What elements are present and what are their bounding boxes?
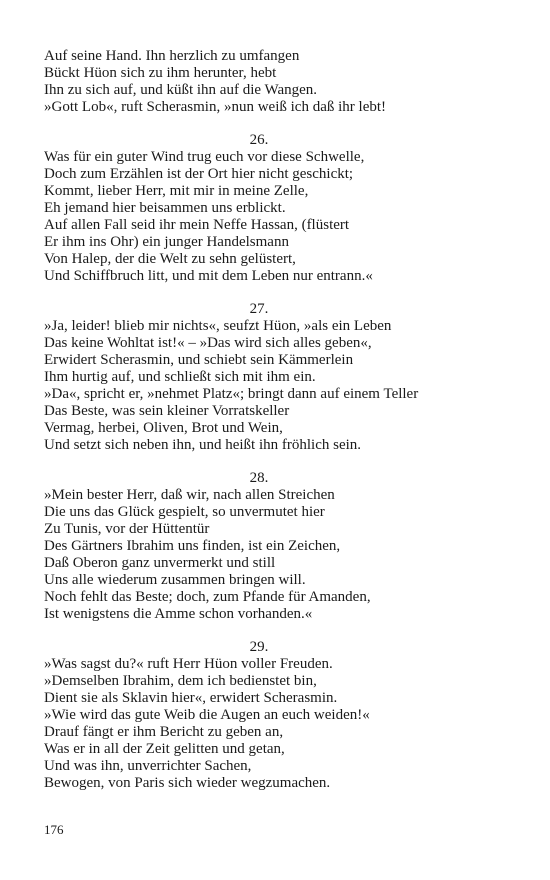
verse-line: Was für ein guter Wind trug euch vor diese Schwelle, xyxy=(44,149,365,165)
verse-line: Die uns das Glück gespielt, so unvermutet hier xyxy=(44,504,325,520)
stanza-27 xyxy=(44,301,514,454)
verse-line: Ihm hurtig auf, und schließt sich mit ihm ein. xyxy=(44,369,316,385)
verse-line: Drauf fängt er ihm Bericht zu geben an, xyxy=(44,724,284,740)
verse-line: Und Schiffbruch litt, und mit dem Leben nur entrann.« xyxy=(44,268,373,284)
verse-line: Von Halep, der die Welt zu sehn gelüstert, xyxy=(44,251,296,267)
verse-line: Des Gärtners Ibrahim uns finden, ist ein Zeichen, xyxy=(44,538,341,554)
verse-line: Eh jemand hier beisammen uns erblickt. xyxy=(44,200,286,216)
verse-line: »Demselben Ibrahim, dem ich bedienstet bin, xyxy=(44,673,317,689)
verse-line: »Wie wird das gute Weib die Augen an euch weiden!« xyxy=(44,707,370,723)
verse-line: »Ja, leider! blieb mir nichts«, seufzt Hüon, »als ein Leben xyxy=(44,318,392,334)
stanza-29 xyxy=(44,639,514,792)
stanza-number: 28. xyxy=(249,470,269,486)
verse-line: Zu Tunis, vor der Hüttentür xyxy=(44,521,210,537)
verse-line: »Gott Lob«, ruft Scherasmin, »nun weiß ich daß ihr lebt! xyxy=(44,99,387,115)
stanza-28 xyxy=(44,470,514,623)
verse-line: Noch fehlt das Beste; doch, zum Pfande für Amanden, xyxy=(44,589,371,605)
verse-line: Auf seine Hand. Ihn herzlich zu umfangen xyxy=(44,48,300,64)
page-number: 176 xyxy=(44,822,64,837)
stanza-fragment xyxy=(44,48,514,116)
stanza-number: 27. xyxy=(249,301,269,317)
verse-line: Und was ihn, unverrichter Sachen, xyxy=(44,758,252,774)
verse-line: »Mein bester Herr, daß wir, nach allen Streichen xyxy=(44,487,335,503)
verse-line: Auf allen Fall seid ihr mein Neffe Hassan, (flüstert xyxy=(44,217,350,233)
verse-line: »Was sagst du?« ruft Herr Hüon voller Freuden. xyxy=(44,656,333,672)
stanza-number: 26. xyxy=(249,132,269,148)
verse-line: Und setzt sich neben ihn, und heißt ihn fröhlich sein. xyxy=(44,437,362,453)
verse-line: Das Beste, was sein kleiner Vorratskeller xyxy=(44,403,290,419)
verse-line: Uns alle wiederum zusammen bringen will. xyxy=(44,572,306,588)
verse-line: Erwidert Scherasmin, und schiebt sein Kämmerlein xyxy=(44,352,354,368)
verse-line: Ihn zu sich auf, und küßt ihn auf die Wangen. xyxy=(44,82,318,98)
verse-line: Dient sie als Sklavin hier«, erwidert Scherasmin. xyxy=(44,690,338,706)
verse-line: Das keine Wohltat ist!« – »Das wird sich alles geben«, xyxy=(44,335,372,351)
verse-line: »Da«, spricht er, »nehmet Platz«; bringt dann auf einem Teller xyxy=(44,386,419,402)
verse-line: Daß Oberon ganz unvermerkt und still xyxy=(44,555,276,571)
stanza-number: 29. xyxy=(249,639,269,655)
poem-text xyxy=(44,48,514,792)
verse-line: Er ihm ins Ohr) ein junger Handelsmann xyxy=(44,234,289,250)
verse-line: Ist wenigstens die Amme schon vorhanden.« xyxy=(44,606,313,622)
verse-line: Was er in all der Zeit gelitten und getan, xyxy=(44,741,285,757)
stanza-26 xyxy=(44,132,514,285)
verse-line: Vermag, herbei, Oliven, Brot und Wein, xyxy=(44,420,283,436)
verse-line: Bewogen, von Paris sich wieder wegzumachen. xyxy=(44,775,331,791)
verse-line: Bückt Hüon sich zu ihm herunter, hebt xyxy=(44,65,277,81)
verse-line: Kommt, lieber Herr, mit mir in meine Zelle, xyxy=(44,183,309,199)
verse-line: Doch zum Erzählen ist der Ort hier nicht geschickt; xyxy=(44,166,354,182)
